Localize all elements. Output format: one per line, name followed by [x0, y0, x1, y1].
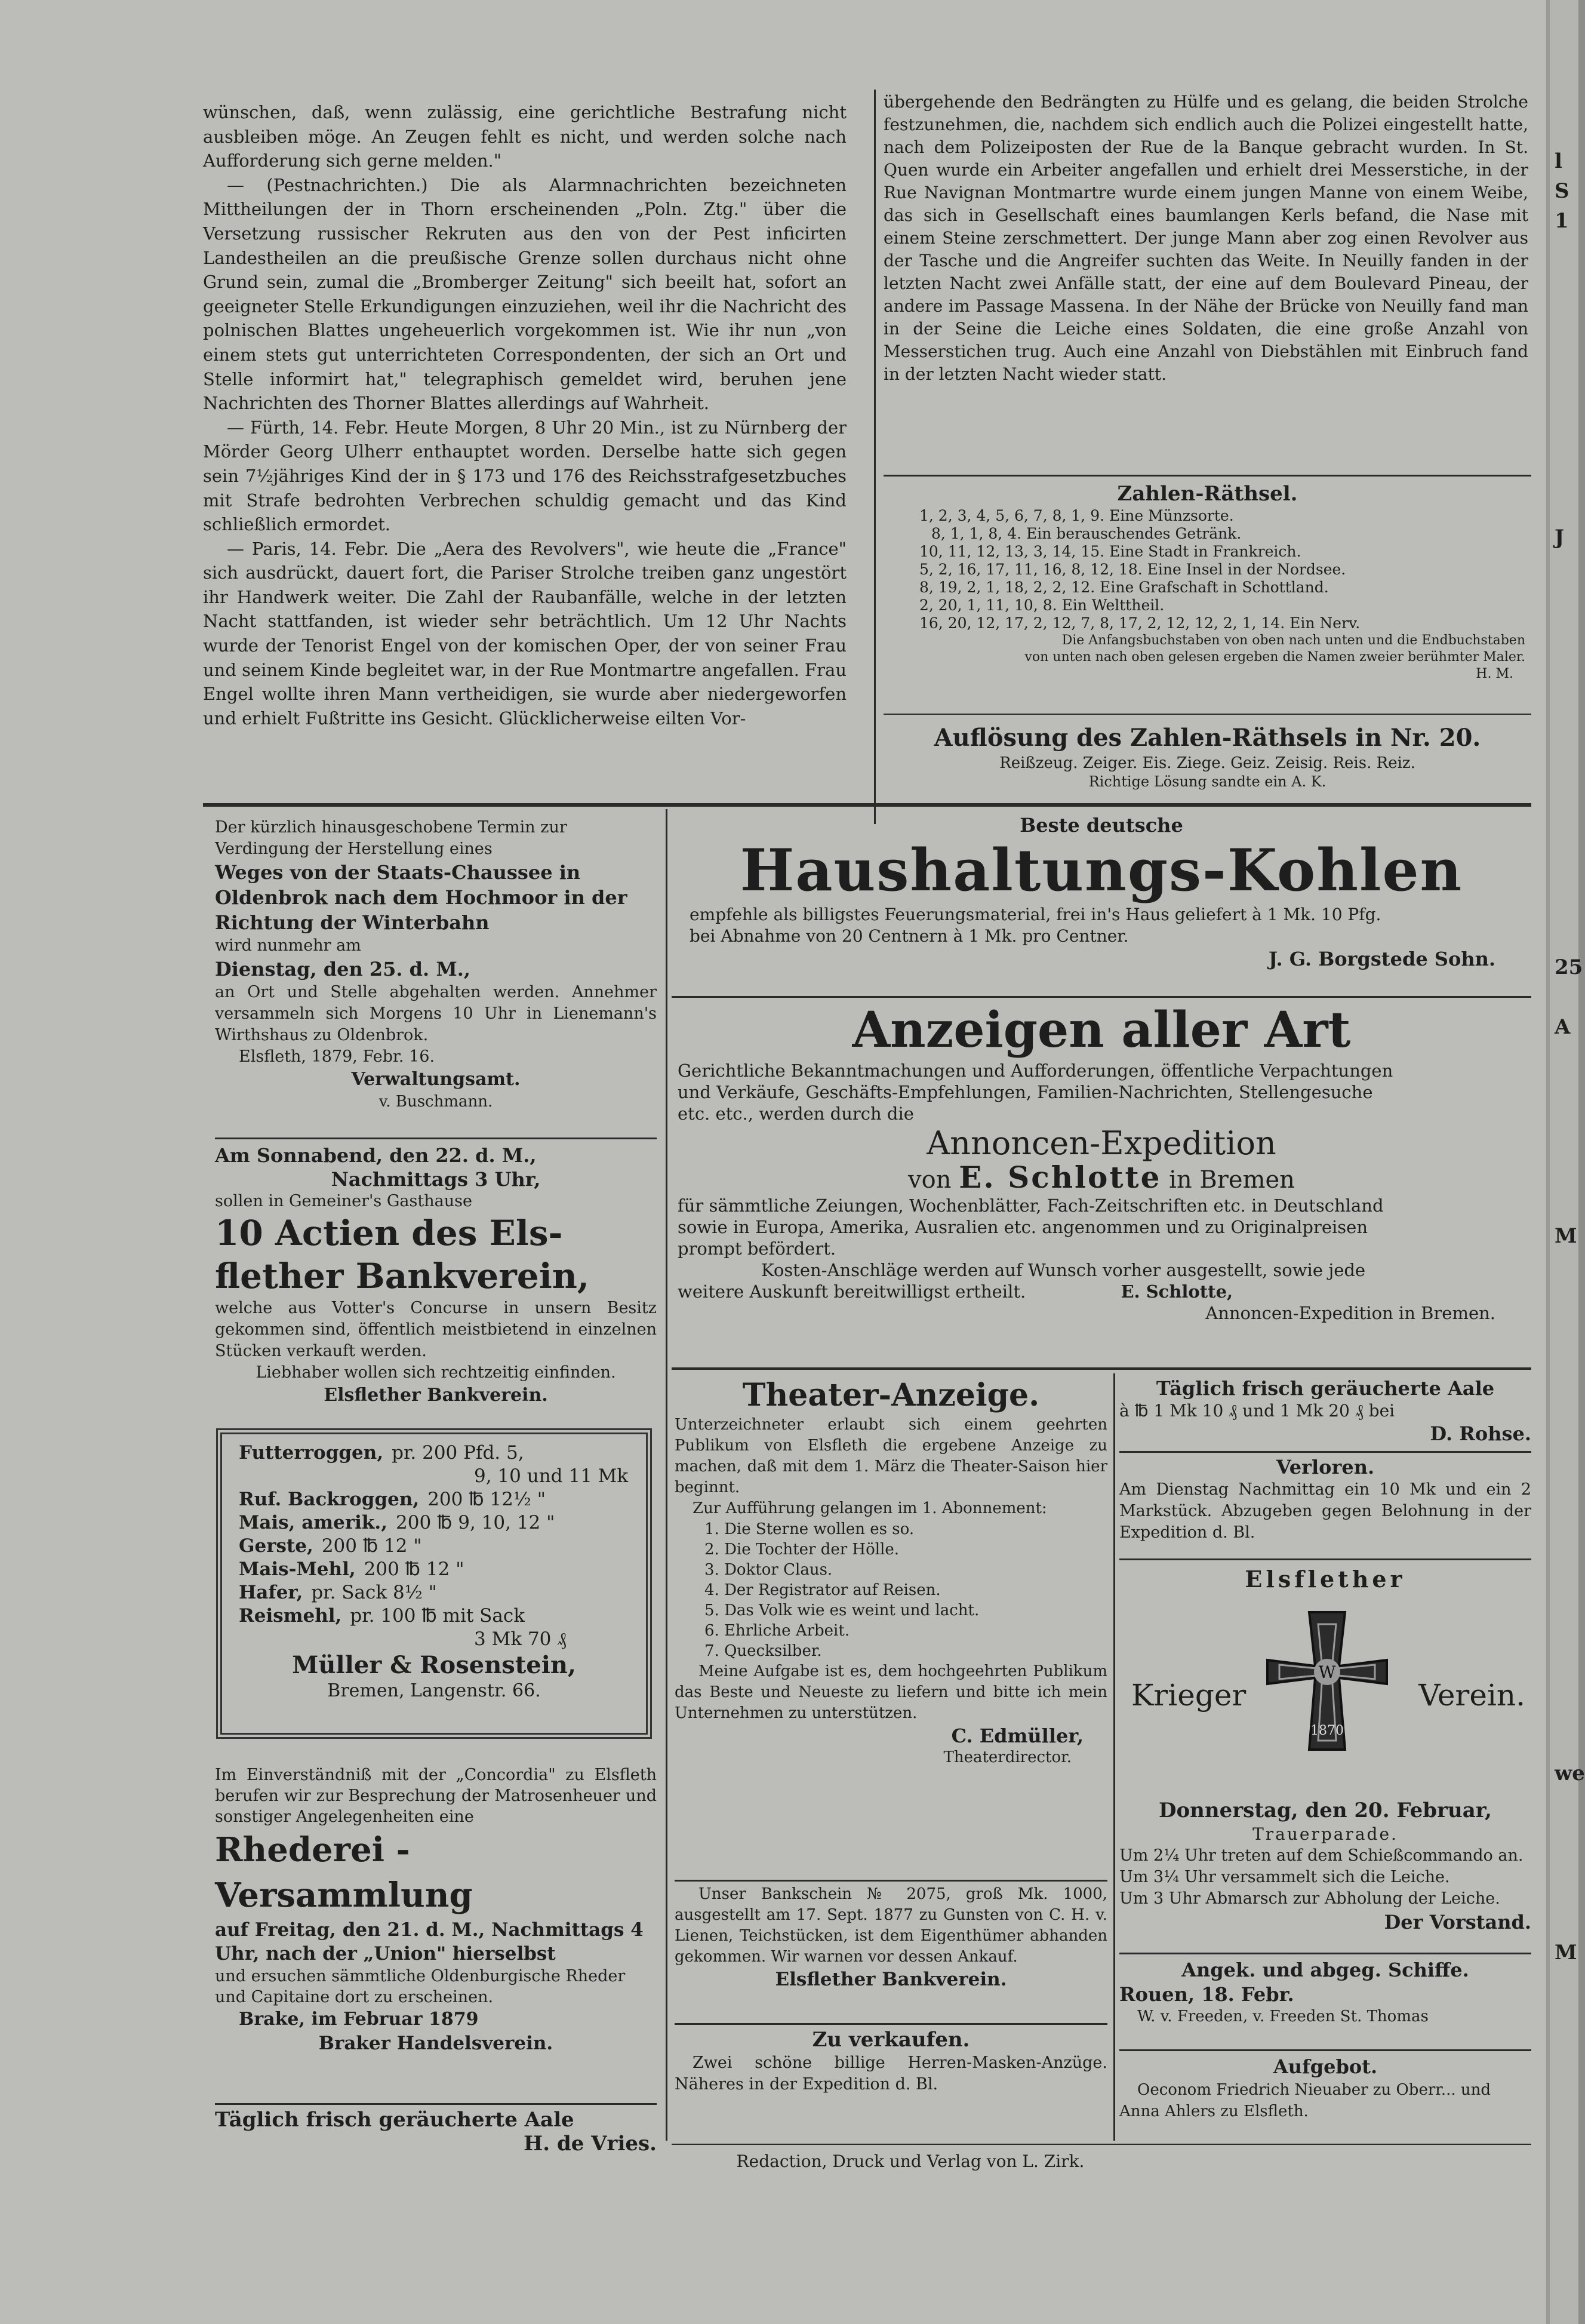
lost-ad	[1119, 1455, 1531, 1544]
shares-title: flether Bankverein,	[215, 1256, 590, 1296]
annoncen-title: Anzeigen aller Art	[852, 1001, 1351, 1059]
ad-signature: Verwaltungsamt.	[351, 1069, 521, 1090]
ad-title: Täglich frisch geräucherte Aale	[215, 2108, 574, 2132]
ad-text: für sämmtliche Zeiungen, Wochenblätter, Fach-Zeitschriften etc. in Deutschland	[678, 1195, 1384, 1216]
annoncen-closing	[672, 1281, 1531, 1302]
grain-price-row	[239, 1628, 635, 1651]
ad-text: Liebhaber wollen sich rechtzeitig einfinden.	[256, 1363, 616, 1382]
riddle-lines	[884, 507, 1531, 632]
grain-price-row	[239, 1535, 635, 1558]
theater-title: Theater-Anzeige.	[742, 1377, 1040, 1413]
grain-price: 200 ℔ 12 "	[321, 1535, 422, 1557]
ad-rule	[1119, 1953, 1531, 1954]
coal-ad	[672, 813, 1531, 971]
annoncen-subtitle: Annoncen-Expedition	[927, 1124, 1276, 1162]
grain-address: Bremen, Langenstr. 66.	[327, 1680, 541, 1701]
theater-play-item: 6. Ehrliche Arbeit.	[704, 1622, 850, 1640]
grain-price: 3 Mk 70 ₰	[474, 1628, 567, 1650]
ad-text: wird nunmehr am	[215, 936, 361, 955]
krieger-verein-ad	[1119, 1564, 1531, 1935]
column-divider	[1113, 1373, 1115, 2141]
ad-time: Nachmittags 3 Uhr,	[331, 1168, 541, 1191]
ad-text: Zwei schöne billige Herren-Masken-Anzüge. Näheres in der Expedition d. Bl.	[675, 2054, 1107, 2094]
ad-text: weitere Auskunft bereitwilligst ertheilt.	[678, 1281, 1026, 1302]
ad-title: Angek. und abgeg. Schiffe.	[1181, 1959, 1469, 1981]
ad-text: Im Einverständniß mit der „Concordia" zu Elsfleth berufen wir zur Besprechung der Matrosenheuer und sonstiger Angelegenheiten eine	[215, 1766, 657, 1826]
ad-place: Brake, im Februar 1879	[239, 2009, 479, 2030]
news-paragraph: — (Pestnachrichten.) Die als Alarmnachrichten bezeichneten Mittheilungen der in Thorn erscheinenden „Poln. Ztg." über die Versetzung russischer Rekruten aus den von der Pest inficirten Landestheilen an die preußische Grenze sollen durchaus nicht ohne Grund sein, zumal die „Bromberger Zeitung" sich beeilt hat, sofort an geeigneter Stelle Erkundigungen einzuziehen, weil ihr die Nachricht des polnischen Blattes ungeheuerlich vorgekommen ist. Wie ihr nun „von einem stets gut unterrichteten Correspondenten, der sich an Ort und Stelle informirt hat," telegraphisch gemeldet wird, beruhen jene Nachrichten des Thorner Blattes allerdings auf Wahrheit.	[203, 174, 847, 414]
ad-text: von	[908, 1166, 952, 1194]
ad-text: Um 2¼ Uhr treten auf dem Schießcommando an.	[1119, 1846, 1524, 1865]
ad-rule	[1119, 1451, 1531, 1453]
news-paragraph: — Fürth, 14. Febr. Heute Morgen, 8 Uhr 20 Min., ist zu Nürnberg der Mörder Georg Ulherr enthauptet worden. Derselbe hatte sich gegen sein 7½jähriges Kind der in § 173 und 176 des Reichsstrafgesetzbuches mit Strafe bedrohten Verbrechen schuldig gemacht und das Kind schließlich ermordet.	[203, 417, 847, 535]
ad-text: Oeconom Friedrich Nieuaber zu Oberr... und Anna Ahlers zu Elsfleth.	[1119, 2081, 1491, 2120]
coal-title: Haushaltungs-Kohlen	[740, 837, 1463, 904]
theater-play-item: 1. Die Sterne wollen es so.	[704, 1520, 915, 1538]
ad-text: Um 3¼ Uhr versammelt sich die Leiche.	[1119, 1868, 1450, 1886]
grain-price-row	[239, 1511, 635, 1535]
ad-text: Zur Aufführung gelangen im 1. Abonnement:	[693, 1499, 1047, 1517]
cross-year: 1870	[1310, 1723, 1344, 1738]
shares-auction-ad	[215, 1143, 657, 1407]
ad-text: Unser Bankschein № 2075, groß Mk. 1000, ausgestellt am 17. Sept. 1877 zu Gunsten von C. H. v. Lienen, Teichstücken, ist dem Eigenthümer abhanden gekommen. Wir warnen vor dessen Ankauf.	[675, 1885, 1107, 1966]
ads-separator-rule	[203, 803, 1531, 807]
ad-rule	[215, 1138, 657, 1139]
grain-price: 200 ℔ 12 "	[364, 1558, 464, 1580]
section-rule	[884, 714, 1531, 715]
solution-note: Richtige Lösung sandte ein A. K.	[1088, 773, 1327, 790]
ad-signature: Elsflether Bankverein.	[324, 1385, 548, 1406]
ad-signature: Braker Handelsverein.	[318, 2033, 553, 2054]
ships-port: Rouen, 18. Febr.	[1119, 1983, 1294, 2006]
theater-play-item: 2. Die Tochter der Hölle.	[704, 1541, 900, 1558]
ad-date: Donnerstag, den 20. Februar,	[1158, 1799, 1492, 1822]
grain-price: 200 ℔ 12½ "	[427, 1489, 546, 1510]
ad-text: und Verkäufe, Geschäfts-Empfehlungen, Familien-Nachrichten, Stellengesuche	[678, 1082, 1373, 1102]
grain-product: Hafer,	[239, 1582, 303, 1603]
news-paragraph: — Paris, 14. Febr. Die „Aera des Revolvers", wie heute die „France" sich ausdrückt, dauert fort, die Pariser Strolche treiben ganz ungestört ihr Handwerk weiter. Die Zahl der Raubanfälle, welche in der letzten Nacht stattfanden, ist wieder sehr beträchtlich. Um 12 Uhr Nachts wurde der Tenorist Engel von der komischen Oper, der von seiner Frau und seinem Kinde begleitet war, in der Rue Montmartre angefallen. Frau Engel wollte ihren Mann vertheidigen, sie wurde aber niedergeworfen und erhielt Fußtritte ins Gesicht. Glücklicherweise eilten Vor-	[203, 538, 847, 728]
ad-title: Zu verkaufen.	[812, 2028, 970, 2052]
grain-price-row	[239, 1441, 635, 1465]
riddle-signature: H. M.	[1476, 666, 1513, 681]
ad-text: prompt befördert.	[678, 1238, 836, 1259]
ad-rule	[215, 2103, 657, 2105]
ad-signature: Elsflether Bankverein.	[775, 1969, 1007, 1990]
grain-price-row	[239, 1581, 635, 1604]
riddle-line: Die Anfangsbuchstaben von oben nach unten und die Endbuchstaben	[1061, 633, 1525, 648]
masks-sale-ad	[675, 2027, 1107, 2095]
grain-price-row	[239, 1604, 635, 1628]
ad-signature: C. Edmüller,	[951, 1724, 1084, 1747]
ad-rule	[1119, 1558, 1531, 1560]
ad-text: in Bremen	[1169, 1166, 1295, 1194]
riddle-line: 1, 2, 3, 4, 5, 6, 7, 8, 1, 9. Eine Münzsorte.	[919, 507, 1234, 524]
grain-price-row	[239, 1488, 635, 1511]
grain-product: Ruf. Backroggen,	[239, 1489, 420, 1510]
cross-letter: W	[1318, 1662, 1336, 1682]
ad-date: Dienstag, den 25. d. M.,	[215, 958, 471, 980]
theater-play-list	[675, 1519, 1107, 1661]
grain-product: Futterroggen,	[239, 1442, 384, 1464]
news-paragraph: wünschen, daß, wenn zulässig, eine gerichtliche Bestrafung nicht ausbleiben möge. An Zeugen fehlt es nicht, und werden solche nach Aufforderung sich gerne melden."	[203, 102, 847, 171]
riddle-title: Zahlen-Räthsel.	[1117, 482, 1298, 506]
right-news-column: übergehende den Bedrängten zu Hülfe und es gelang, die beiden Strolche festzunehmen, die, nachdem sich endlich auch die Polizei eingestellt hatte, nach dem Polizeiposten der Rue de la Banque gebracht wurden. In St. Quen wurde ein Arbeiter angefallen und erhielt drei Messerstiche, in der Rue Navignan Montmartre wurde einem jungen Manne von einem Weibe, das sich in Gesellschaft eines baumlangen Kerls befand, die Nase mit einem Steine zerschmettert. Der junge Mann aber zog einen Revolver aus der Tasche und die Angreifer suchten das Weite. In Neuilly fanden in der letzten Nacht zwei Anfälle statt, der eine auf dem Boulevard Pineau, der andere im Passage Massena. In der Nähe der Brücke von Neuilly fand man in der Seine die Leiche eines Soldaten, die eine große Anzahl von Messerstichen trug. Auch eine Anzahl von Diebstählen mit Einbruch fand in der letzten Nacht wieder statt.	[884, 92, 1528, 384]
grain-product: Mais-Mehl,	[239, 1558, 356, 1580]
adjacent-page-strip: l S 1 J 25 A M we M	[1550, 0, 1578, 2324]
banknote-ad	[675, 1884, 1107, 1991]
ad-text: und ersuchen sämmtliche Oldenburgische Rheder und Capitaine dort zu erscheinen.	[215, 1967, 626, 2006]
riddle-section	[884, 481, 1531, 683]
grain-price-list	[222, 1434, 646, 1651]
eel-ad-right	[1119, 1376, 1531, 1446]
grain-price-row	[239, 1558, 635, 1581]
grain-price: pr. 100 ℔ mit Sack	[350, 1605, 525, 1627]
annoncen-name: E. Schlotte	[959, 1160, 1162, 1195]
ad-text: Kosten-Anschläge werden auf Wunsch vorher ausgestellt, sowie jede	[761, 1260, 1366, 1280]
ad-title: Aufgebot.	[1273, 2055, 1378, 2078]
ad-rule	[675, 2023, 1107, 2025]
riddle-line: 16, 20, 12, 17, 2, 12, 7, 8, 17, 2, 12, 12, 2, 1, 14. Ein Nerv.	[919, 614, 1361, 632]
grain-product	[239, 1628, 358, 1651]
iron-cross-icon	[1255, 1600, 1399, 1791]
imprint-footer: Redaction, Druck und Verlag von L. Zirk.	[736, 2151, 1085, 2171]
ad-text: empfehle als billigstes Feuerungsmaterial, frei in's Haus geliefert à 1 Mk. 10 Pfg.	[690, 905, 1381, 924]
riddle-instructions	[884, 632, 1531, 683]
solution-section	[884, 723, 1531, 791]
meeting-title: Rhederei - Versammlung	[215, 1830, 473, 1915]
ad-title: Verloren.	[1276, 1456, 1375, 1478]
ad-title: Elsflether	[1245, 1566, 1406, 1593]
ad-text: an Ort und Stelle abgehalten werden. Annehmer versammeln sich Morgens 10 Uhr in Lienemann's Wirthshaus zu Oldenbrok.	[215, 983, 657, 1044]
meeting-when: auf Freitag, den 21. d. M., Nachmittags 4 Uhr, nach der „Union" hierselbst	[215, 1919, 644, 1965]
ad-date: Am Sonnabend, den 22. d. M.,	[215, 1144, 537, 1167]
shipowner-meeting-ad	[215, 1764, 657, 2055]
ad-signature: E. Schlotte,	[1121, 1281, 1233, 1302]
ad-text: Meine Aufgabe ist es, dem hochgeehrten Publikum das Beste und Neueste zu liefern und bitte ich mein Unternehmen zu unterstützen.	[675, 1662, 1107, 1722]
ad-text: Gerichtliche Bekanntmachungen und Aufforderungen, öffentliche Verpachtungen	[678, 1060, 1393, 1081]
column-divider	[874, 90, 876, 824]
riddle-line: 8, 1, 1, 8, 4. Ein berauschendes Getränk.	[931, 525, 1242, 542]
theater-ad	[675, 1376, 1107, 1767]
riddle-line: 10, 11, 12, 13, 3, 14, 15. Eine Stadt in Frankreich.	[919, 543, 1301, 560]
ad-rule	[1119, 2049, 1531, 2051]
ad-place: Elsfleth, 1879, Febr. 16.	[239, 1047, 435, 1066]
grain-product: Reismehl,	[239, 1605, 342, 1627]
krieger-emblem-row	[1119, 1594, 1531, 1797]
krieger-right-word: Verein.	[1418, 1678, 1525, 1713]
ad-text: Theaterdirector.	[943, 1748, 1072, 1766]
ad-text: Unterzeichneter erlaubt sich einem geehrten Publikum von Elsfleth die ergebene Anzeige zu machen, daß mit dem 1. März die Theater-Saison hier beginnt.	[675, 1416, 1107, 1496]
riddle-line: 8, 19, 2, 1, 18, 2, 2, 12. Eine Grafschaft in Schottland.	[919, 579, 1329, 596]
grain-product	[239, 1465, 358, 1488]
ad-text: welche aus Votter's Concurse in unsern Besitz gekommen sind, öffentlich meistbietend in einzelnen Stücken verkauft werden.	[215, 1299, 657, 1360]
theater-play-item: 3. Doktor Claus.	[704, 1561, 833, 1579]
banns-ad	[1119, 2054, 1531, 2122]
riddle-line: 5, 2, 16, 17, 11, 16, 8, 12, 18. Eine Insel in der Nordsee.	[919, 561, 1346, 578]
footer-rule	[672, 2144, 1531, 2145]
ad-text: bei Abnahme von 20 Centnern à 1 Mk. pro Centner.	[690, 926, 1129, 946]
ad-text: Trauerparade.	[1252, 1824, 1398, 1844]
ad-text: sowie in Europa, Amerika, Ausralien etc. angenommen und zu Originalpreisen	[678, 1217, 1368, 1237]
shares-title: 10 Actien des Els-	[215, 1213, 563, 1253]
ad-signature: D. Rohse.	[1430, 1422, 1531, 1445]
ad-text: W. v. Freeden, v. Freeden St. Thomas	[1137, 2008, 1429, 2025]
theater-play-item: 5. Das Volk wie es weint und lacht.	[704, 1601, 980, 1619]
ad-signature: Der Vorstand.	[1384, 1911, 1531, 1933]
riddle-line: 2, 20, 1, 11, 10, 8. Ein Welttheil.	[919, 597, 1165, 614]
ships-ad	[1119, 1957, 1531, 2027]
grain-product: Mais, amerik.,	[239, 1512, 387, 1533]
grain-price-box	[216, 1428, 652, 1739]
theater-play-item: 4. Der Registrator auf Reisen.	[704, 1581, 941, 1599]
eel-ad-left	[215, 2108, 657, 2156]
grain-price: 200 ℔ 9, 10, 12 "	[396, 1512, 555, 1533]
column-divider	[666, 809, 667, 2141]
road-bold-title: Weges von der Staats-Chaussee in Oldenbrok nach dem Hochmoor in der Richtung der Winterbahn	[215, 861, 627, 934]
left-news-column	[203, 100, 847, 730]
ad-text: sollen in Gemeiner's Gasthause	[215, 1192, 472, 1210]
grain-product: Gerste,	[239, 1535, 313, 1557]
ad-text: Am Dienstag Nachmittag ein 10 Mk und ein 2 Markstück. Abzugeben gegen Belohnung in der Expedition d. Bl.	[1119, 1480, 1531, 1542]
grain-price: pr. 200 Pfd. 5,	[392, 1442, 524, 1464]
grain-price-row	[239, 1465, 635, 1488]
ad-text: à ℔ 1 Mk 10 ₰ und 1 Mk 20 ₰ bei	[1119, 1401, 1395, 1421]
grain-firm: Müller & Rosenstein,	[292, 1651, 576, 1679]
solution-words: Reißzeug. Zeiger. Eis. Ziege. Geiz. Zeisig. Reis. Reiz.	[999, 754, 1415, 772]
ad-rule	[672, 996, 1531, 998]
grain-price: 9, 10 und 11 Mk	[474, 1465, 629, 1487]
coal-pretitle: Beste deutsche	[1020, 814, 1183, 837]
road-tender-ad	[215, 817, 657, 1112]
solution-title: Auflösung des Zahlen-Räthsels in Nr. 20.	[934, 724, 1481, 752]
annoncen-expedition-ad	[672, 1000, 1531, 1324]
ad-name: v. Buschmann.	[378, 1093, 493, 1111]
ad-text: Der kürzlich hinausgeschobene Termin zur	[215, 818, 567, 837]
theater-play-item: 7. Quecksilber.	[704, 1642, 822, 1660]
ad-rule	[675, 1880, 1107, 1882]
section-rule	[884, 475, 1531, 477]
ad-text: Um 3 Uhr Abmarsch zur Abholung der Leiche.	[1119, 1889, 1500, 1908]
ad-signature: H. de Vries.	[524, 2132, 657, 2156]
ad-signature: Annoncen-Expedition in Bremen.	[1205, 1303, 1495, 1323]
annoncen-name-line	[672, 1160, 1531, 1195]
ad-title: Täglich frisch geräucherte Aale	[1156, 1377, 1495, 1400]
krieger-left-word: Krieger	[1131, 1678, 1247, 1713]
ad-text: Verdingung der Herstellung eines	[215, 840, 493, 858]
riddle-line: von unten nach oben gelesen ergeben die Namen zweier berühmter Maler.	[1024, 650, 1525, 665]
grain-price: pr. Sack 8½ "	[311, 1582, 437, 1603]
ad-signature: J. G. Borgstede Sohn.	[1268, 948, 1495, 970]
ad-rule	[672, 1367, 1531, 1370]
ad-text: etc. etc., werden durch die	[678, 1103, 914, 1124]
